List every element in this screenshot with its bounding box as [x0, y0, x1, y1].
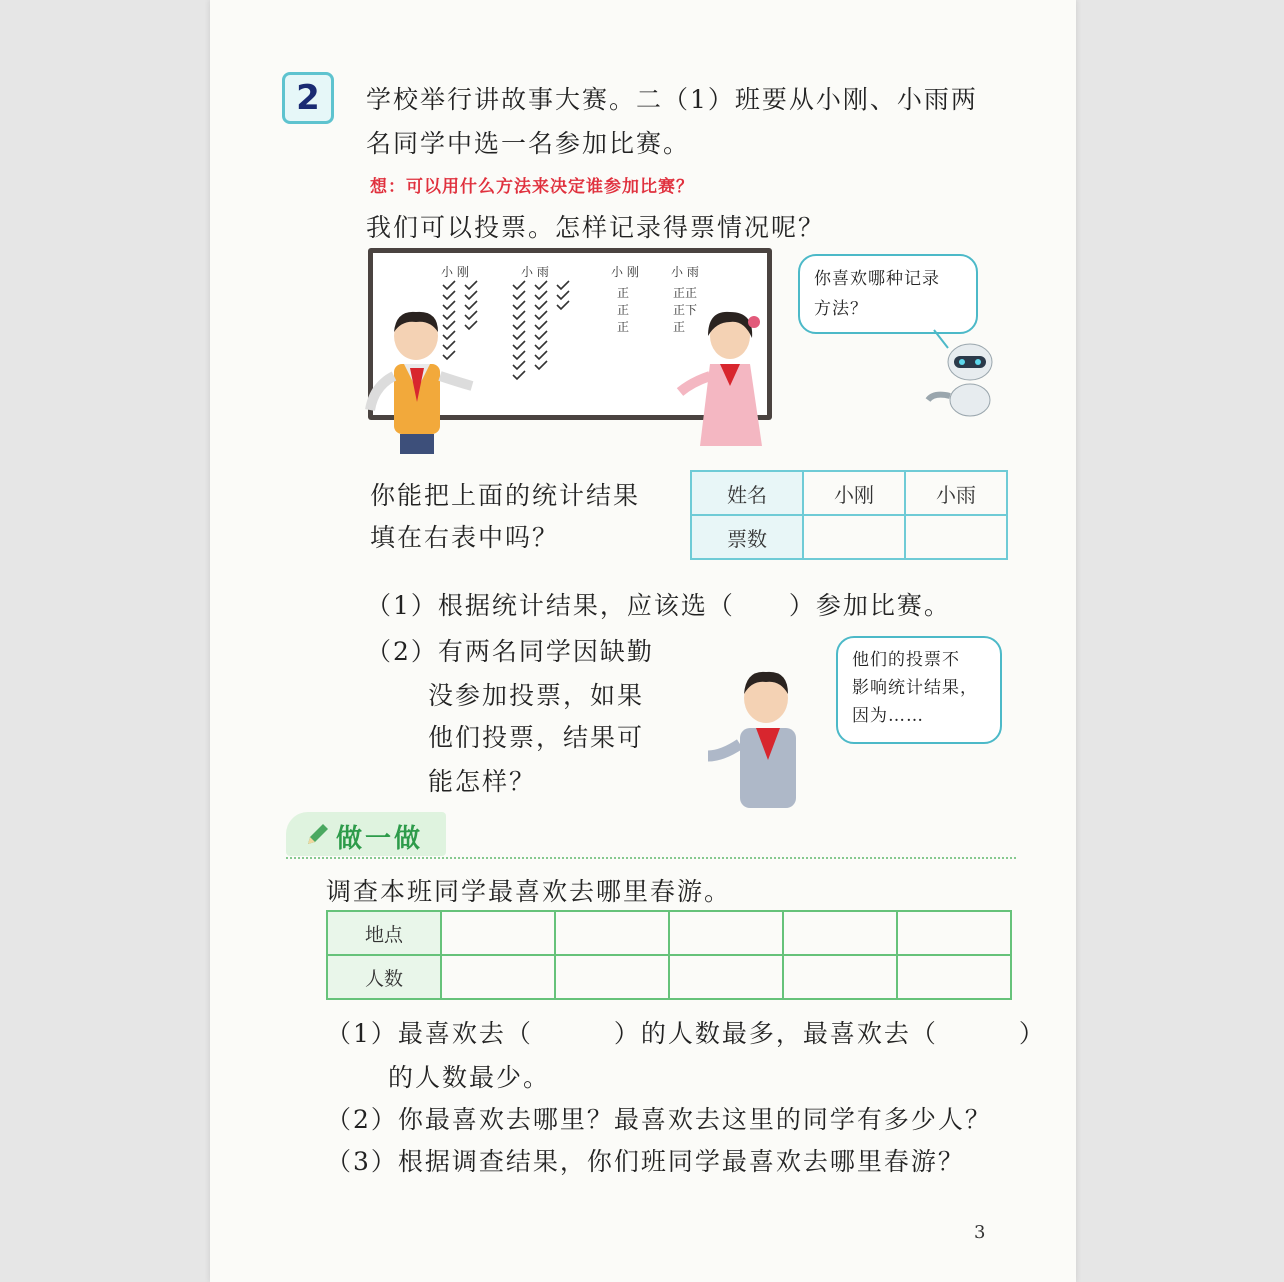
survey-row-place	[327, 911, 1011, 955]
vote-table-row	[691, 471, 1007, 515]
vote-header-name: 姓名	[691, 471, 803, 515]
fill-prompt-line-1: 你能把上面的统计结果	[370, 481, 641, 510]
survey-cell	[555, 911, 669, 955]
section-divider	[286, 857, 1016, 859]
survey-cell	[555, 955, 669, 999]
robot-illustration	[920, 326, 1010, 422]
thinking-boy-illustration	[700, 664, 820, 814]
board-label-gang-2: 小 刚	[611, 265, 639, 279]
tally-row: 正	[617, 320, 630, 334]
tally-row: 正	[673, 320, 686, 334]
think-prompt: 想：可以用什么方法来决定谁参加比赛？	[370, 177, 694, 197]
boy-speech-bubble	[836, 636, 1002, 744]
pencil-icon	[304, 822, 330, 848]
vote-count-gang	[803, 515, 905, 559]
board-label-yu-2: 小 雨	[671, 265, 699, 279]
intro-line-1: 学校举行讲故事大赛。二（1）班要从小刚、小雨两	[366, 85, 978, 114]
tally-row: 正	[617, 303, 630, 317]
survey-cell	[783, 911, 897, 955]
vote-cell-gang: 小刚	[803, 471, 905, 515]
question-2-line-2: 没参加投票，如果	[428, 681, 645, 710]
bubble-line: 你喜欢哪种记录	[814, 269, 940, 289]
survey-cell	[897, 955, 1011, 999]
fill-prompt-line-2: 填在右表中吗？	[370, 523, 560, 552]
bubble-line: 方法？	[814, 299, 868, 319]
question-2-line-1: （2）有两名同学因缺勤	[366, 637, 654, 666]
question-2-line-4: 能怎样？	[428, 767, 537, 796]
survey-cell	[669, 911, 783, 955]
question-1: （1）根据统计结果，应该选（ ）参加比赛。	[366, 591, 951, 620]
survey-row-count	[327, 955, 1011, 999]
survey-table	[326, 910, 1012, 1000]
robot-speech-bubble	[798, 254, 978, 334]
tally-row: 正正	[673, 286, 698, 300]
vote-header-count: 票数	[691, 515, 803, 559]
survey-question-1-line-1: （1）最喜欢去（ ）的人数最多，最喜欢去（ ）	[326, 1019, 1046, 1048]
bubble-line: 他们的投票不	[852, 650, 960, 670]
page-number: 3	[974, 1222, 986, 1243]
survey-header-place: 地点	[327, 911, 441, 955]
survey-question-3: （3）根据调查结果，你们班同学最喜欢去哪里春游？	[326, 1147, 965, 1176]
gang-zheng-tally	[617, 285, 637, 336]
survey-cell	[897, 911, 1011, 955]
vote-table	[690, 470, 1008, 560]
yu-checks	[513, 281, 569, 379]
do-it-label: 做一做	[336, 824, 424, 854]
girl-illustration	[672, 306, 782, 454]
survey-question-1-line-2: 的人数最少。	[388, 1063, 551, 1092]
survey-prompt: 调查本班同学最喜欢去哪里春游。	[326, 877, 732, 906]
intro-line-2: 名同学中选一名参加比赛。	[366, 129, 691, 158]
survey-cell	[783, 955, 897, 999]
tally-row: 正	[617, 286, 630, 300]
board-label-yu-1: 小 雨	[521, 265, 549, 279]
bubble-line: 影响统计结果，	[852, 678, 978, 698]
boy-illustration	[360, 306, 480, 456]
vote-table-row	[691, 515, 1007, 559]
bubble-line: 因为……	[852, 706, 924, 726]
question-2-line-3: 他们投票，结果可	[428, 723, 645, 752]
survey-cell	[669, 955, 783, 999]
survey-cell	[441, 911, 555, 955]
tally-row: 正下	[673, 303, 698, 317]
problem-number-badge: 2	[282, 72, 334, 124]
survey-header-count: 人数	[327, 955, 441, 999]
vote-line: 我们可以投票。怎样记录得票情况呢？	[366, 213, 826, 242]
survey-cell	[441, 955, 555, 999]
vote-count-yu	[905, 515, 1007, 559]
board-label-gang-1: 小 刚	[441, 265, 469, 279]
vote-cell-yu: 小雨	[905, 471, 1007, 515]
survey-question-2: （2）你最喜欢去哪里？最喜欢去这里的同学有多少人？	[326, 1105, 992, 1134]
